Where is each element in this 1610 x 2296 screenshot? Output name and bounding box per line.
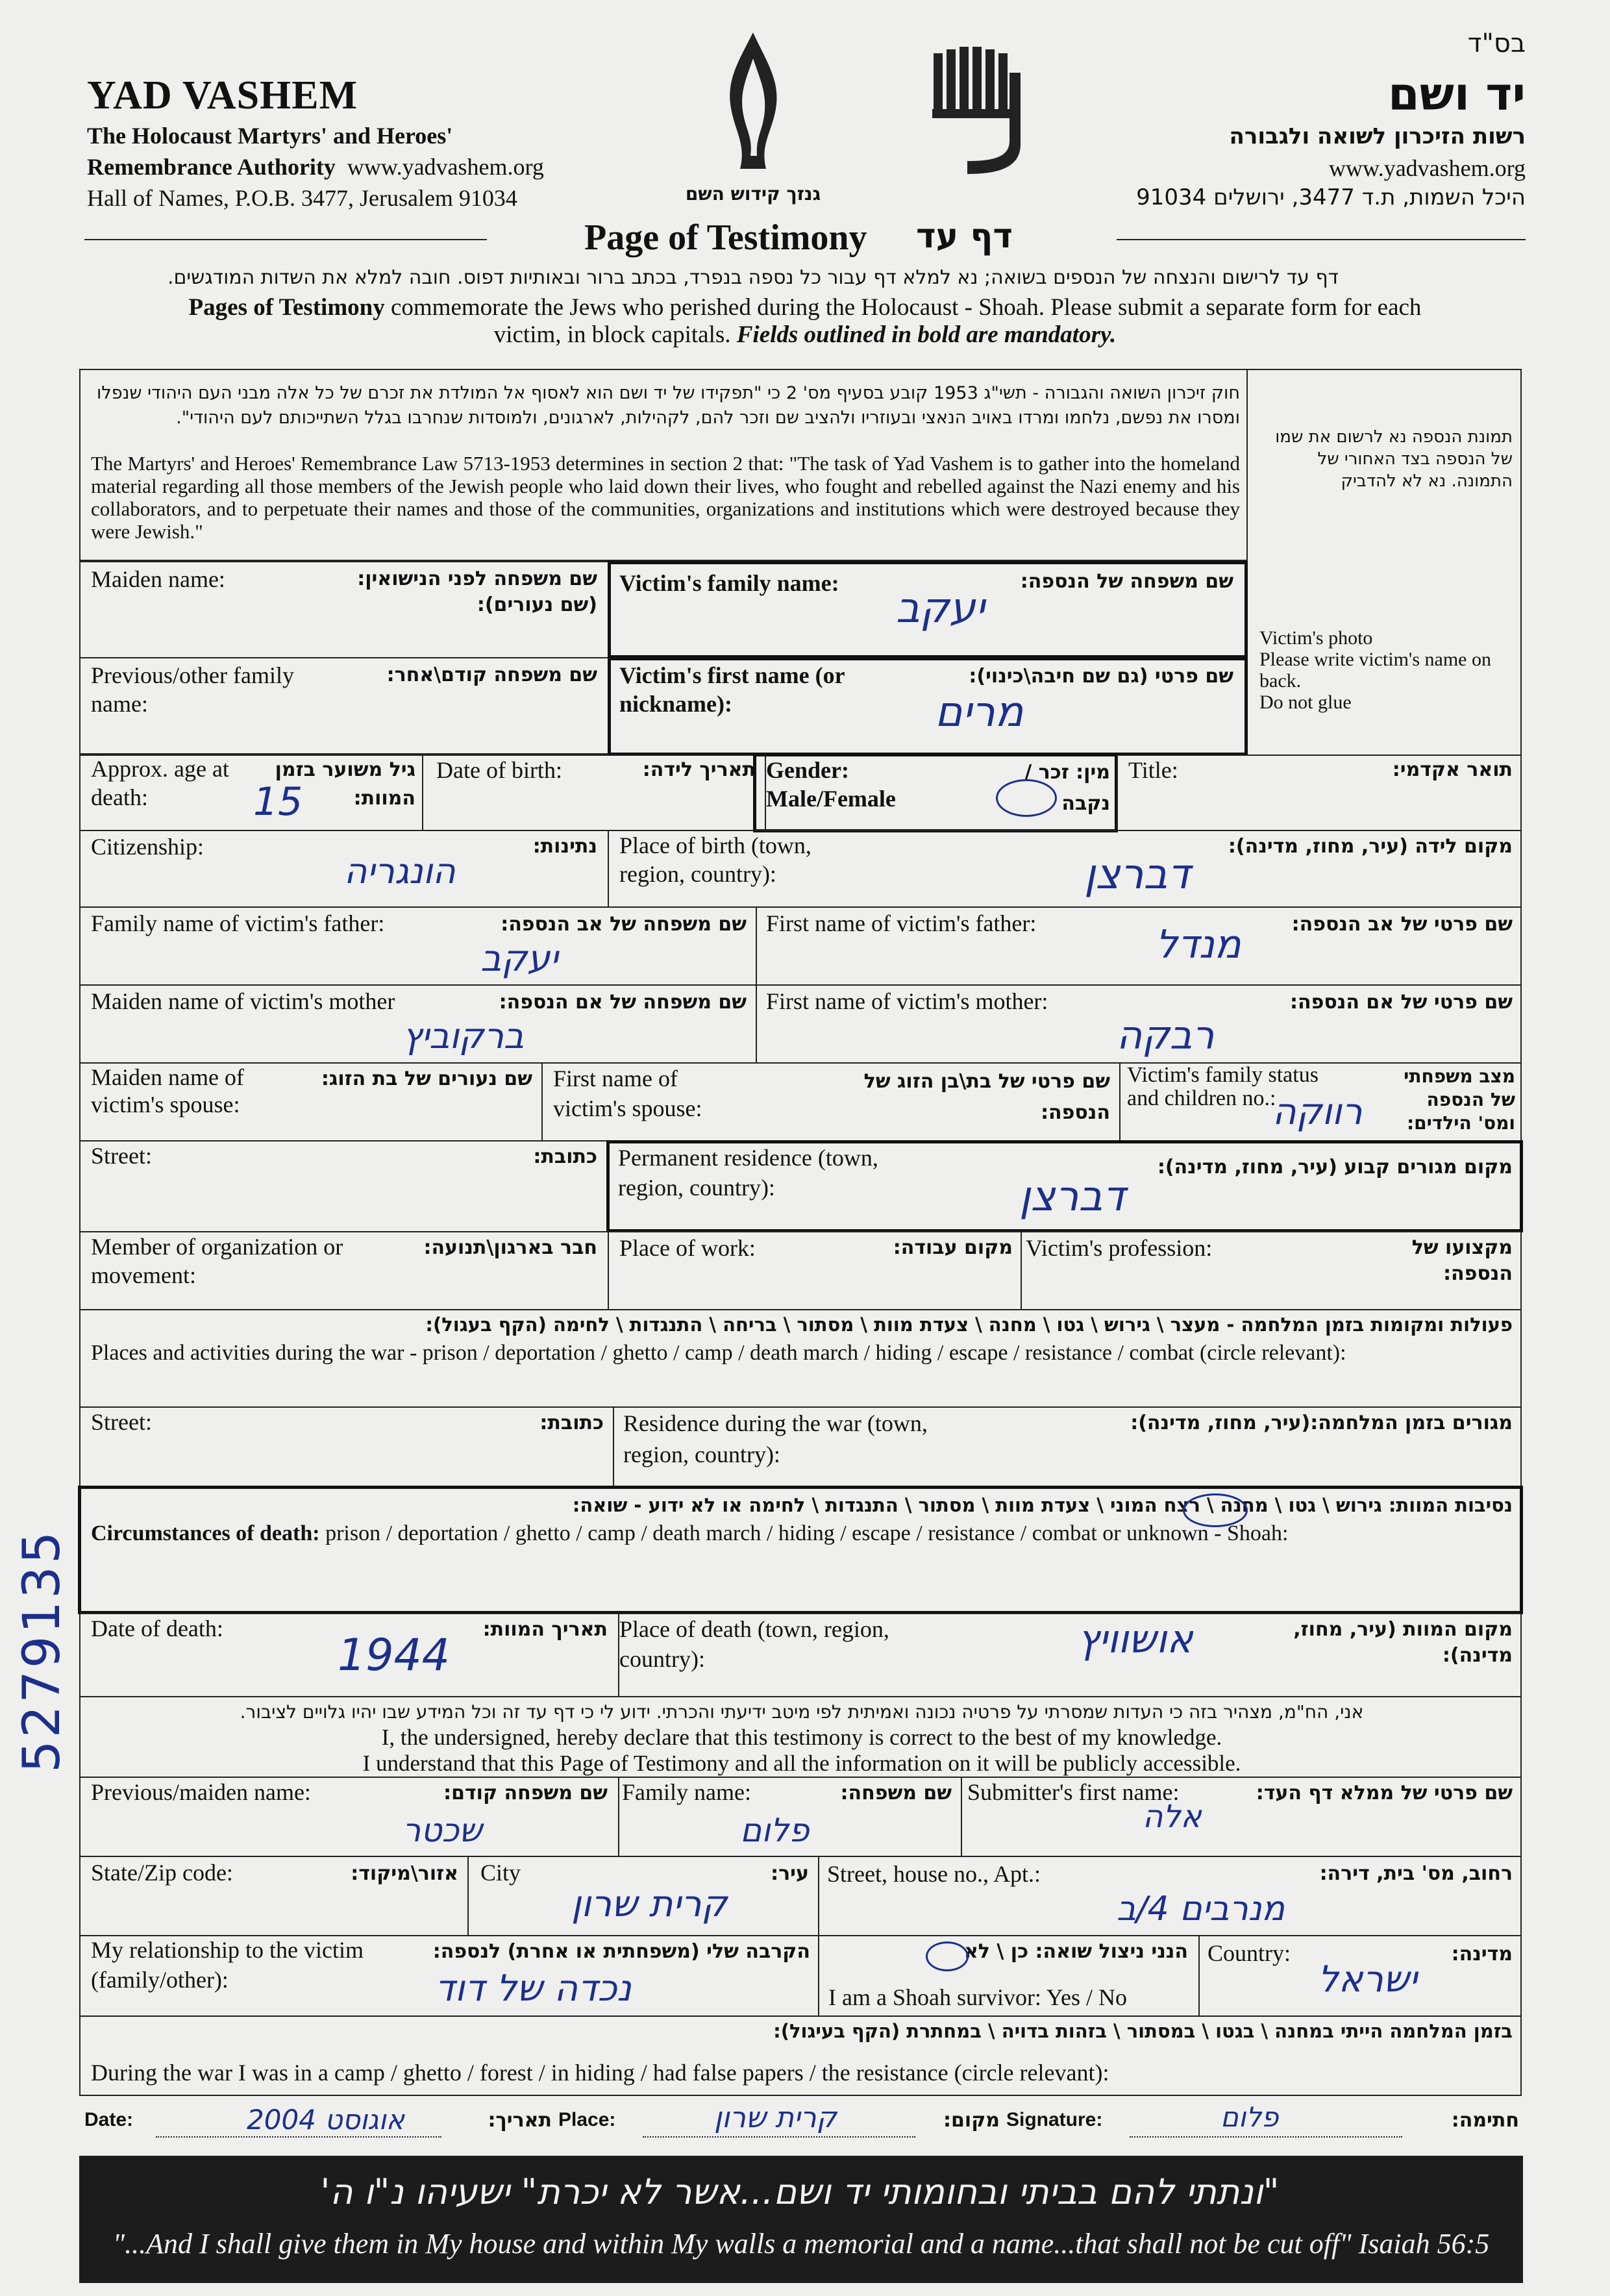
war-street-label-he: כתובת: xyxy=(539,1412,604,1434)
org-name-en: YAD VASHEM xyxy=(87,73,358,118)
declaration-en-2: I understand that this Page of Testimony and all the information on it will be publicly accessible. xyxy=(362,1751,1241,1776)
prev-name-label: Previous/other family name: xyxy=(91,662,294,717)
org-name-he: יד ושם xyxy=(1388,68,1526,121)
maiden-name-label-he: שם משפחה לפני הנישואין: (שם נעורים): xyxy=(357,568,597,616)
father-first-label-he: שם פרטי של אב הנספה: xyxy=(1291,913,1513,936)
citizenship-label: Citizenship: xyxy=(91,834,204,860)
victim-family-name-label-he: שם משפחה של הנספה: xyxy=(1020,570,1233,593)
signature-value[interactable]: פלום xyxy=(1220,2101,1279,2133)
header-rule-right xyxy=(1117,239,1526,240)
gender-label: Gender: Male/Female xyxy=(766,757,896,812)
mother-first-label: First name of victim's mother: xyxy=(766,988,1048,1014)
submitter-first-name-label-he: שם פרטי של ממלא דף העד: xyxy=(1256,1782,1513,1804)
mother-first-label-he: שם פרטי של אם הנספה: xyxy=(1290,991,1513,1014)
survivor-label-he: הנני ניצול שואה: כן \ לא xyxy=(963,1940,1188,1963)
relationship-value: נכדה של דוד xyxy=(435,1967,632,2010)
war-street-label: Street: xyxy=(91,1409,152,1435)
father-family-label-he: שם משפחה של אב הנספה: xyxy=(501,913,747,936)
dob-label: Date of birth: xyxy=(436,757,562,783)
country-value: ישראל xyxy=(1318,1958,1418,2001)
citizenship-value: הונגריה xyxy=(344,851,456,892)
work-label-he: מקום עבודה: xyxy=(893,1236,1013,1259)
dob-label-he: תאריך לידה: xyxy=(642,758,756,781)
birthplace-label: Place of birth (town, region, country): xyxy=(619,832,811,887)
family-status-label-he: מצב משפחתי של הנספה ומס' הילדים: xyxy=(1404,1066,1515,1134)
org-sub-en-1: The Holocaust Martyrs' and Heroes' xyxy=(87,123,453,149)
intro-he: דף עד לרישום והנצחה של הנספים בשואה; נא למלא דף עבור כל נספה בנפרד, בכתב ברור ובאותיות דפוס. חובה למלא את השדות המודגשים. xyxy=(167,266,1339,289)
submitter-family-name-value: פלום xyxy=(740,1812,810,1849)
header-rule-left xyxy=(84,239,487,240)
work-label: Place of work: xyxy=(619,1235,756,1261)
age-value: 15 xyxy=(253,779,303,825)
footer-quote-en: "...And I shall give them in My house and within My walls a memorial and a name...that shall not be cut off" Isaiah 56:5 xyxy=(112,2228,1490,2260)
footer-banner xyxy=(79,2156,1523,2283)
address-he: היכל השמות, ת.ד 3477, ירושלים 91034 xyxy=(1136,184,1526,210)
birthplace-value: דברצן xyxy=(1084,851,1191,899)
survivor-no-circle xyxy=(926,1941,969,1971)
circumstances-label: Circumstances of death: prison / deportation / ghetto / camp / death march / hiding / escape / resistance / combat or unknown - Shoah: xyxy=(91,1521,1289,1545)
permanent-residence-label-he: מקום מגורים קבוע (עיר, מחוז, מדינה): xyxy=(1157,1156,1513,1179)
victim-first-name-label-he: שם פרטי (גם שם חיבה\כינוי): xyxy=(969,665,1233,688)
submitter-prev-name-label: Previous/maiden name: xyxy=(91,1779,311,1805)
date-line xyxy=(156,2136,441,2138)
mother-first-value: רבקה xyxy=(1117,1013,1215,1058)
mother-maiden-label: Maiden name of victim's mother xyxy=(91,988,395,1014)
spouse-first-label: First name of victim's spouse: xyxy=(553,1066,702,1121)
place-label-he: מקום: xyxy=(943,2109,1000,2132)
submitter-family-name-label-he: שם משפחה: xyxy=(840,1782,952,1804)
signature-line xyxy=(1130,2136,1402,2138)
zip-label: State/Zip code: xyxy=(91,1860,233,1886)
footer-quote-he: "ונתתי להם בביתי ובחומותי יד ושם...אשר לא יכרת" ישעיהו נ"ו ה' xyxy=(320,2171,1280,2212)
circumstances-label-he: נסיבות המוות: גירוש \ גטו \ מחנה \ רצח המוני \ צעדת מוות \ מסתור \ התנגדות \ לחימה או לא ידוע - שואה: xyxy=(572,1494,1513,1516)
declaration-en-1: I, the undersigned, hereby declare that this testimony is correct to the best of my knowledge. xyxy=(381,1725,1222,1750)
profession-label-he: מקצועו של הנספה: xyxy=(1411,1236,1513,1285)
place-label: Place: xyxy=(558,2109,616,2130)
mother-maiden-value: ברקוביץ xyxy=(402,1016,525,1056)
war-residence-label: Residence during the war (town, region, country): xyxy=(623,1410,928,1467)
age-label-he: גיל משוער בזמן המוות: xyxy=(275,758,415,810)
gender-label-he: מין: זכר / נקבה xyxy=(1024,761,1110,815)
profession-label: Victim's profession: xyxy=(1026,1235,1213,1261)
photo-instructions-en: Victim's photo Please write victim's name on back. Do not glue xyxy=(1259,627,1491,713)
yad-vashem-logo-icon xyxy=(928,47,1026,177)
law-he-1: חוק זיכרון השואה והגבורה - תשי"ג 1953 קובע בסעיף מס' 2 כי "תפקידו של יד ושם הוא לאסוף אל המולדת את זכרם של כל אלה מבני העם היהודי שנפלו xyxy=(97,383,1240,403)
law-he-2: ומסרו את נפשם, נלחמו ומרדו באויב הנאצי ובעוזריו ולהציב שם וזכר להם, לקהילות, לארגונים, ולמוסדות שנחרבו בגלל השתייכותם לעם היהודי". xyxy=(176,408,1240,428)
date-value[interactable]: אוגוסט 2004 xyxy=(247,2104,405,2136)
victim-family-name-value: יעקב xyxy=(896,584,985,632)
war-places-label-he: פעולות ומקומות בזמן המלחמה - מעצר \ גירוש \ גטו \ מחנה \ צעדת מוות \ מסתור \ בריחה \ התנגדות \ לחימה (הקף בעגול): xyxy=(425,1314,1513,1336)
country-label-he: מדינה: xyxy=(1451,1943,1513,1965)
intro-en-2: victim, in block capitals. Fields outlined in bold are mandatory. xyxy=(493,321,1117,348)
margin-catalog-number: 5279135 xyxy=(13,1529,71,1773)
bsd-mark: בס"ד xyxy=(1467,29,1526,58)
father-family-value: יעקב xyxy=(480,938,558,980)
submitter-street-label: Street, house no., Apt.: xyxy=(827,1861,1041,1887)
spouse-maiden-label: Maiden name of victim's spouse: xyxy=(91,1064,244,1117)
prev-name-label-he: שם משפחה קודם\אחר: xyxy=(386,664,597,686)
org-sub-he: רשות הזיכרון לשואה ולגבורה xyxy=(1229,123,1526,149)
relationship-label: My relationship to the victim (family/other): xyxy=(91,1937,364,1993)
submitter-first-name-value: אלה xyxy=(1143,1799,1202,1835)
zip-label-he: אזור\מיקוד: xyxy=(351,1862,458,1885)
submitter-prev-name-value: שכטר xyxy=(402,1812,482,1849)
dod-label: Date of death: xyxy=(91,1616,223,1641)
pod-label-he: מקום המוות (עיר, מחוז, מדינה): xyxy=(1293,1618,1513,1667)
war-residence-label-he: מגורים בזמן המלחמה:(עיר, מחוז, מדינה): xyxy=(1130,1412,1513,1434)
birthplace-label-he: מקום לידה (עיר, מחוז, מדינה): xyxy=(1228,835,1513,858)
circumstance-camp-circle xyxy=(1183,1493,1248,1527)
maiden-name-label: Maiden name: xyxy=(91,566,225,592)
victim-first-name-label: Victim's first name (or nickname): xyxy=(619,662,845,717)
survivor-camp-label-he: בזמן המלחמה הייתי במחנה \ בגטו \ במסתור \ בזהות בדויה \ במחתרת (הקף בעיגול): xyxy=(773,2020,1513,2042)
father-first-value: מנדל xyxy=(1156,922,1241,967)
title-label-he: תואר אקדמי: xyxy=(1392,758,1513,781)
submitter-first-name-label: Submitter's first name: xyxy=(967,1779,1180,1805)
member-label-he: חבר בארגון\תנועה: xyxy=(423,1236,597,1259)
submitter-family-name-label: Family name: xyxy=(622,1779,751,1805)
declaration-he: אני, הח"מ, מצהיר בזה כי העדות שמסרתי על פרטיה נכונה ואמיתית לפי מיטב ידיעתי והכרתי. ידוע לי כי דף עד זה וכל המידע שבו יהיו גלויים לציבור. xyxy=(240,1701,1364,1723)
city-value: קרית שרון xyxy=(571,1883,728,1925)
street-label-he: כתובת: xyxy=(533,1145,597,1168)
spouse-maiden-label-he: שם נעורים של בת הזוג: xyxy=(321,1067,532,1090)
member-label: Member of organization or movement: xyxy=(91,1234,343,1288)
victim-family-name-label: Victim's family name: xyxy=(619,570,839,596)
family-status-label: Victim's family status and children no.: xyxy=(1127,1063,1319,1110)
father-family-label: Family name of victim's father: xyxy=(91,910,385,936)
pod-label: Place of death (town, region, country): xyxy=(619,1616,889,1672)
org-sub-en-2: Remembrance Authority www.yadvashem.org xyxy=(87,154,544,180)
age-label: Approx. age at death: xyxy=(91,756,229,810)
signature-label: Signature: xyxy=(1006,2109,1103,2130)
flame-caption: גנזך קידוש השם xyxy=(685,183,821,205)
war-places-label: Places and activities during the war - prison / deportation / ghetto / camp / death march / hiding / escape / resistance / combat (circle relevant): xyxy=(91,1341,1346,1365)
survivor-camp-label: During the war I was in a camp / ghetto / forest / in hiding / had false papers / the resistance (circle relevant): xyxy=(91,2060,1109,2086)
father-first-label: First name of victim's father: xyxy=(766,910,1037,936)
victim-first-name-value: מרים xyxy=(935,688,1024,736)
title-label: Title: xyxy=(1128,757,1178,783)
permanent-residence-label: Permanent residence (town, region, country): xyxy=(618,1145,878,1201)
place-value[interactable]: קרית שרון xyxy=(714,2101,837,2134)
street-label: Street: xyxy=(91,1143,152,1169)
citizenship-label-he: נתינות: xyxy=(532,835,597,858)
flame-logo-icon xyxy=(714,32,792,175)
relationship-label-he: הקרבה שלי (משפחתית או אחרת) לנספה: xyxy=(432,1940,810,1963)
place-line xyxy=(643,2136,915,2138)
photo-instructions-he: תמונת הנספה נא לרשום את שמו של הנספה בצד האחורי של התמונה. נא לא להדביק xyxy=(1275,427,1513,491)
spouse-first-label-he: שם פרטי של בת\בן הזוג של הנספה: xyxy=(863,1070,1110,1124)
submitter-prev-name-label-he: שם משפחה קודם: xyxy=(443,1782,608,1804)
page-title-en: Page of Testimony xyxy=(584,218,867,258)
law-en: The Martyrs' and Heroes' Remembrance Law 5713-1953 determines in section 2 that: "The task of Yad Vashem is to gather into the homeland material regarding all those members of the Jewish people who laid down their lives, who fought and rebelled against the Nazi enemy and his collaborators, and to perpetuate their names and those of the communities, organizations and institutions which were destroyed because they were Jewish." xyxy=(91,452,1240,543)
intro-en-1: Pages of Testimony commemorate the Jews who perished during the Holocaust - Shoah. Please submit a separate form for each xyxy=(188,294,1422,321)
family-status-value: רווקה xyxy=(1272,1091,1363,1133)
date-label-he: תאריך: xyxy=(488,2109,552,2132)
dod-value: 1944 xyxy=(338,1630,451,1681)
signature-label-he: חתימה: xyxy=(1451,2109,1519,2132)
permanent-residence-value: דברצן xyxy=(1019,1173,1126,1221)
submitter-street-label-he: רחוב, מס' בית, דירה: xyxy=(1319,1862,1513,1885)
mother-maiden-label-he: שם משפחה של אם הנספה: xyxy=(499,991,747,1014)
survivor-label: I am a Shoah survivor: Yes / No xyxy=(828,1984,1127,2010)
country-label: Country: xyxy=(1208,1940,1291,1966)
city-label: City xyxy=(480,1860,521,1886)
web-he: www.yadvashem.org xyxy=(1329,155,1526,181)
submitter-street-value: מנרבים 4/ב xyxy=(1117,1890,1285,1928)
dod-label-he: תאריך המוות: xyxy=(482,1618,608,1641)
page-title-he: דף עד xyxy=(916,217,1013,256)
date-label: Date: xyxy=(84,2109,134,2130)
gender-female-circle xyxy=(996,779,1057,817)
pod-value: אושוויץ xyxy=(1078,1617,1193,1662)
city-label-he: עיר: xyxy=(771,1862,809,1885)
address-en: Hall of Names, P.O.B. 3477, Jerusalem 91034 xyxy=(87,185,517,211)
